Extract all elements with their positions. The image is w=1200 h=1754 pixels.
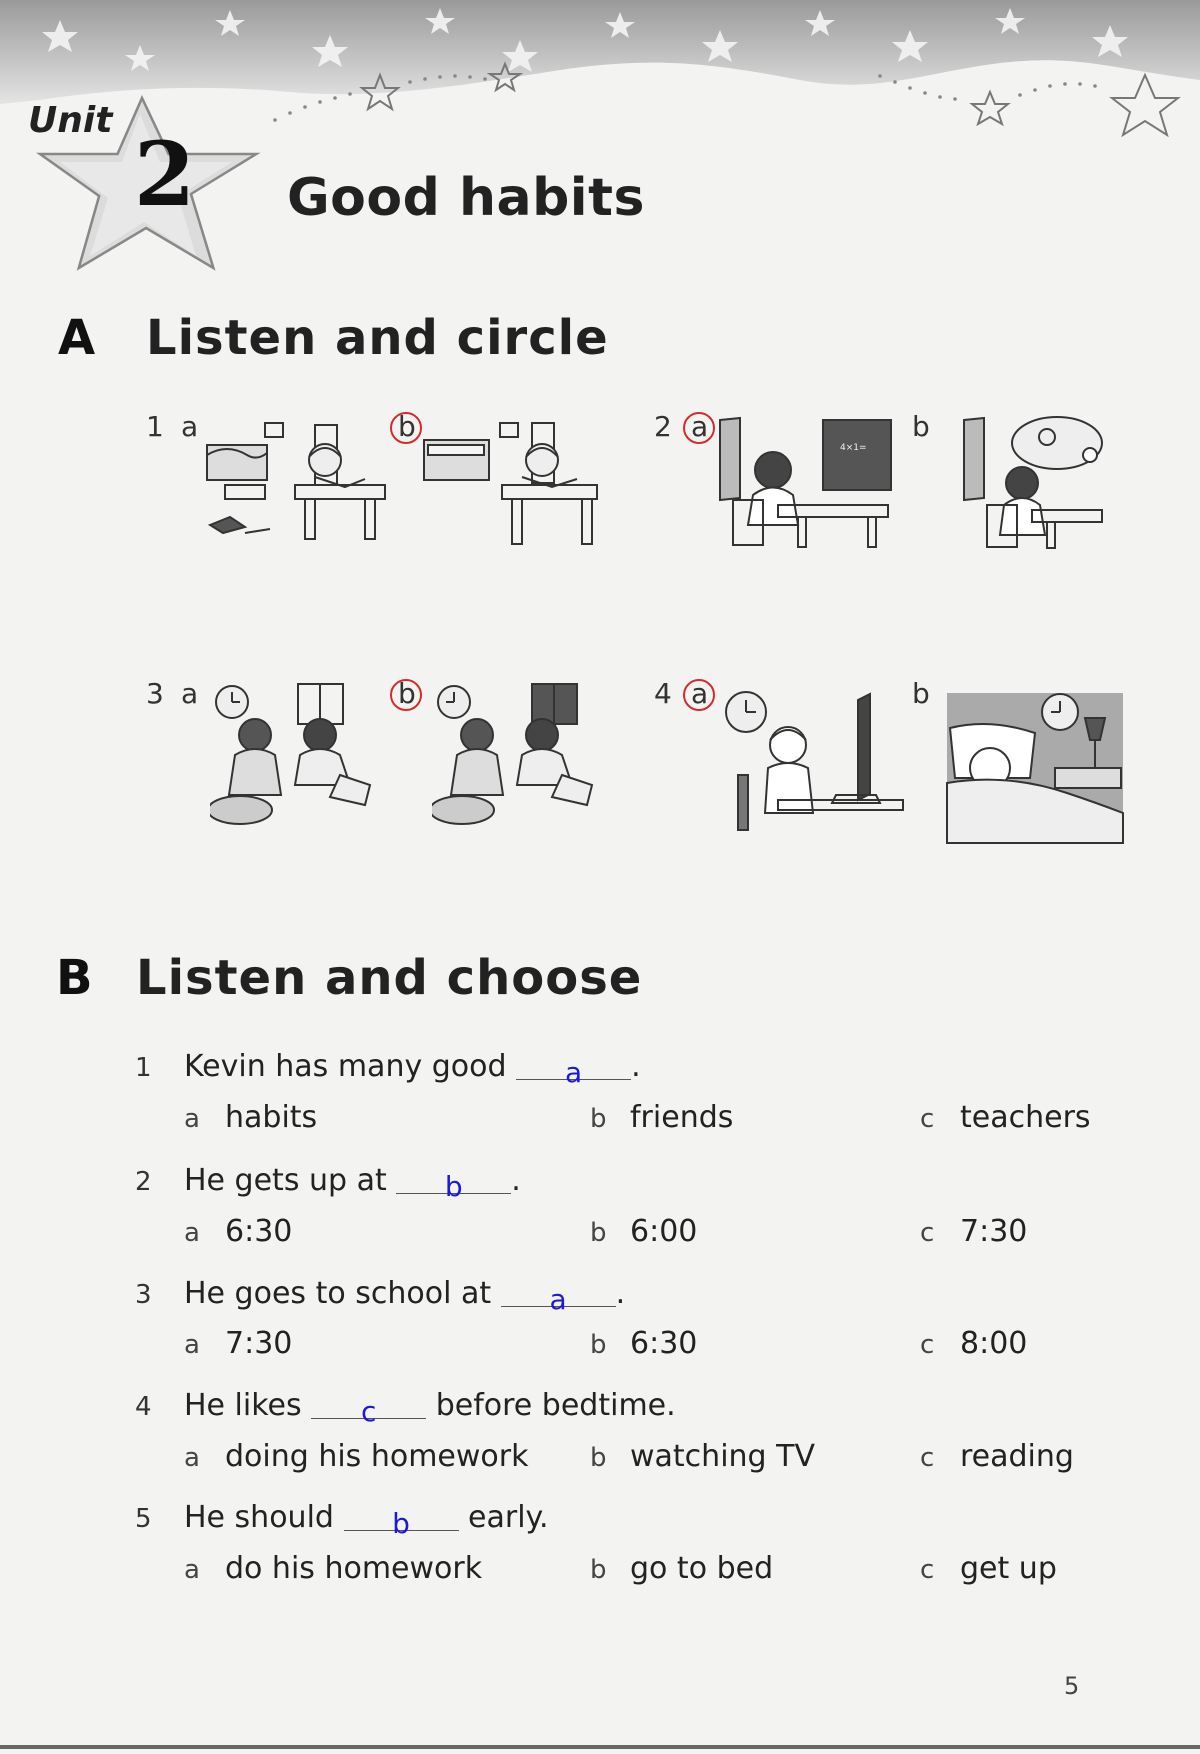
question-stem: He gets up at — [184, 1163, 387, 1198]
choice-letter: a — [184, 1218, 200, 1248]
item-1-option-a[interactable]: a — [181, 410, 199, 443]
question-text — [184, 1049, 641, 1089]
item-4-option-a[interactable]: a — [691, 677, 709, 710]
computer-game-picture — [718, 690, 908, 835]
choice-text[interactable]: doing his homework — [225, 1439, 529, 1474]
item-2-number: 2 — [654, 410, 672, 443]
answer-blank[interactable] — [344, 1500, 459, 1540]
item-2-option-a[interactable]: a — [691, 410, 709, 443]
choice-letter: c — [920, 1218, 935, 1248]
answer-text: c — [360, 1395, 377, 1428]
choice-text[interactable]: 8:00 — [960, 1326, 1028, 1361]
item-4-number: 4 — [654, 677, 672, 710]
bedroom-tidy-picture — [422, 415, 602, 550]
choice-text[interactable]: 6:30 — [225, 1214, 293, 1249]
choice-letter: c — [920, 1104, 935, 1134]
question-text — [184, 1276, 626, 1316]
choice-text[interactable]: 7:30 — [960, 1214, 1028, 1249]
question-stem: He should — [184, 1500, 334, 1535]
answer-blank[interactable] — [516, 1049, 631, 1089]
sleeping-picture — [945, 688, 1125, 846]
answer-blank[interactable] — [396, 1163, 511, 1203]
item-3-number: 3 — [146, 677, 164, 710]
item-3-option-a[interactable]: a — [181, 677, 199, 710]
question-end: . — [511, 1163, 521, 1198]
choice-letter: b — [590, 1555, 607, 1585]
question-text — [184, 1163, 521, 1203]
question-number: 2 — [135, 1167, 152, 1197]
classroom-daydream-picture — [962, 415, 1107, 550]
question-number: 5 — [135, 1504, 152, 1534]
item-1-number: 1 — [146, 410, 164, 443]
bedroom-messy-picture — [205, 415, 395, 545]
choice-letter: c — [920, 1330, 935, 1360]
unit-label: Unit — [28, 100, 113, 141]
question-text — [184, 1500, 549, 1540]
question-end: before bedtime. — [435, 1388, 676, 1423]
answer-text: b — [392, 1507, 410, 1540]
choice-text[interactable]: 6:30 — [630, 1326, 698, 1361]
choice-text[interactable]: 7:30 — [225, 1326, 293, 1361]
choice-text[interactable]: habits — [225, 1100, 318, 1135]
choice-letter: b — [590, 1443, 607, 1473]
answer-text: b — [444, 1170, 463, 1203]
cooking-morning-picture — [210, 680, 390, 835]
bottom-rule — [0, 1745, 1200, 1749]
choice-text[interactable]: watching TV — [630, 1439, 815, 1474]
page-number: 5 — [1064, 1672, 1080, 1700]
unit-number: 2 — [134, 122, 196, 226]
section-b-letter: B — [56, 950, 93, 1006]
question-stem: Kevin has many good — [184, 1049, 507, 1084]
choice-text[interactable]: get up — [960, 1551, 1057, 1586]
choice-text[interactable]: go to bed — [630, 1551, 774, 1586]
question-stem: He likes — [184, 1388, 302, 1423]
choice-letter: a — [184, 1443, 200, 1473]
item-1-option-b[interactable]: b — [398, 410, 416, 443]
classroom-blackboard-picture — [718, 415, 893, 550]
answer-blank[interactable] — [501, 1276, 616, 1316]
choice-letter: a — [184, 1555, 200, 1585]
blackboard-text: 4×1= — [840, 443, 867, 453]
choice-letter: c — [920, 1443, 935, 1473]
answer-text: a — [549, 1283, 567, 1316]
unit-title: Good habits — [287, 168, 645, 228]
choice-text[interactable]: 6:00 — [630, 1214, 698, 1249]
choice-letter: b — [590, 1218, 607, 1248]
answer-blank[interactable] — [311, 1388, 426, 1428]
choice-text[interactable]: friends — [630, 1100, 734, 1135]
question-end: . — [615, 1276, 626, 1311]
item-4-option-b[interactable]: b — [912, 677, 930, 710]
item-2-option-b[interactable]: b — [912, 410, 930, 443]
choice-letter: b — [590, 1330, 607, 1360]
item-3-option-b[interactable]: b — [398, 677, 416, 710]
answer-text: a — [565, 1056, 583, 1089]
question-end: early. — [468, 1500, 549, 1535]
section-b-title: Listen and choose — [136, 950, 643, 1006]
cooking-evening-picture — [432, 680, 612, 835]
choice-letter: a — [184, 1330, 200, 1360]
section-a-title: Listen and circle — [146, 310, 609, 366]
question-end: . — [631, 1049, 641, 1084]
section-a-letter: A — [58, 310, 96, 366]
question-number: 3 — [135, 1280, 152, 1310]
choice-letter: a — [184, 1104, 200, 1134]
choice-text[interactable]: teachers — [960, 1100, 1091, 1135]
question-number: 1 — [135, 1053, 152, 1083]
question-number: 4 — [135, 1392, 152, 1422]
question-text — [184, 1388, 676, 1428]
choice-text[interactable]: do his homework — [225, 1551, 483, 1586]
question-stem: He goes to school at — [184, 1276, 492, 1311]
choice-letter: b — [590, 1104, 607, 1134]
choice-text[interactable]: reading — [960, 1439, 1074, 1474]
choice-letter: c — [920, 1555, 935, 1585]
